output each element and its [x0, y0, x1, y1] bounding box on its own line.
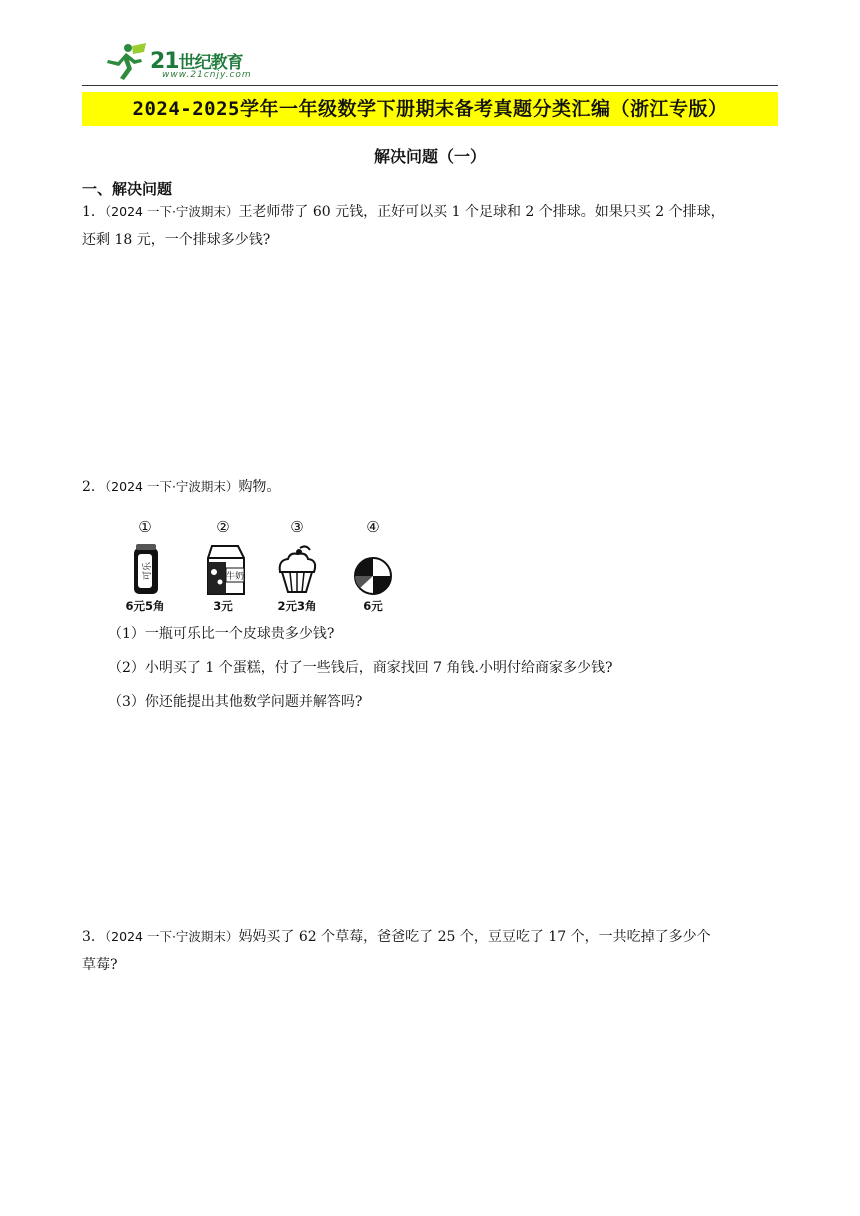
- question-3-source: （2024 一下·宁波期末）: [104, 929, 239, 944]
- document-title-bar: [82, 92, 778, 126]
- shop-item-cola: [110, 518, 180, 618]
- milk-carton-icon: [198, 542, 254, 598]
- question-2-number: 2．: [82, 479, 105, 495]
- item-number: ④: [366, 518, 380, 536]
- item-price: 6元5角: [125, 599, 165, 613]
- question-2-sub-2: （2）小明买了 1 个蛋糕，付了一些钱后，商家找回 7 角钱.小明付给商家多少钱?: [108, 660, 613, 676]
- question-1-text-2: 还剩 18 元，一个排球多少钱?: [82, 232, 271, 248]
- item-price: 2元3角: [277, 599, 317, 613]
- question-1-text-1: 王老师带了 60 元钱，正好可以买 1 个足球和 2 个排球。如果只买 2 个排球，: [238, 204, 725, 220]
- cola-label: 可乐: [143, 561, 153, 581]
- runner-logo-icon: [102, 42, 148, 82]
- item-number: ①: [138, 518, 152, 536]
- question-3: [82, 923, 782, 979]
- question-2-sub-1: （1）一瓶可乐比一个皮球贵多少钱?: [108, 626, 335, 642]
- shop-item-milk: [188, 518, 258, 618]
- logo-url: www.21cnjy.com: [162, 70, 252, 80]
- document-title: 2024-2025学年一年级数学下册期末备考真题分类汇编（浙江专版）: [132, 98, 728, 120]
- logo: [102, 40, 282, 84]
- item-price: 3元: [213, 599, 233, 613]
- milk-label: 牛奶: [225, 572, 245, 582]
- item-number: ②: [216, 518, 230, 536]
- shop-item-ball: [338, 518, 408, 618]
- item-number: ③: [290, 518, 304, 536]
- document-subtitle: 解决问题（一）: [373, 147, 486, 166]
- item-price: 6元: [363, 599, 383, 613]
- cupcake-icon: [272, 542, 322, 596]
- question-1-number: 1．: [82, 204, 105, 220]
- page-header: [82, 40, 778, 86]
- question-2-text-1: 购物。: [238, 479, 281, 495]
- question-3-number: 3．: [82, 929, 105, 945]
- question-3-text-2: 草莓?: [82, 957, 118, 973]
- question-1-line-1: [82, 198, 782, 226]
- question-2-source: （2024 一下·宁波期末）: [104, 479, 239, 494]
- cola-can-icon: [120, 542, 170, 596]
- shopping-items: [110, 518, 410, 618]
- question-2-sub-3: （3）你还能提出其他数学问题并解答吗?: [108, 694, 363, 710]
- question-2: [82, 473, 782, 501]
- question-1-source: （2024 一下·宁波期末）: [104, 204, 239, 219]
- question-3-line-1: [82, 923, 782, 951]
- question-3-text-1: 妈妈买了 62 个草莓，爸爸吃了 25 个，豆豆吃了 17 个，一共吃掉了多少个: [238, 929, 711, 945]
- ball-icon: [348, 542, 398, 596]
- shop-item-cupcake: [262, 518, 332, 618]
- header-divider: [82, 85, 778, 86]
- logo-cn: 世纪教育: [178, 53, 243, 73]
- section-heading: 一、解决问题: [82, 180, 173, 198]
- logo-main: 21: [150, 49, 179, 74]
- question-1: [82, 198, 782, 254]
